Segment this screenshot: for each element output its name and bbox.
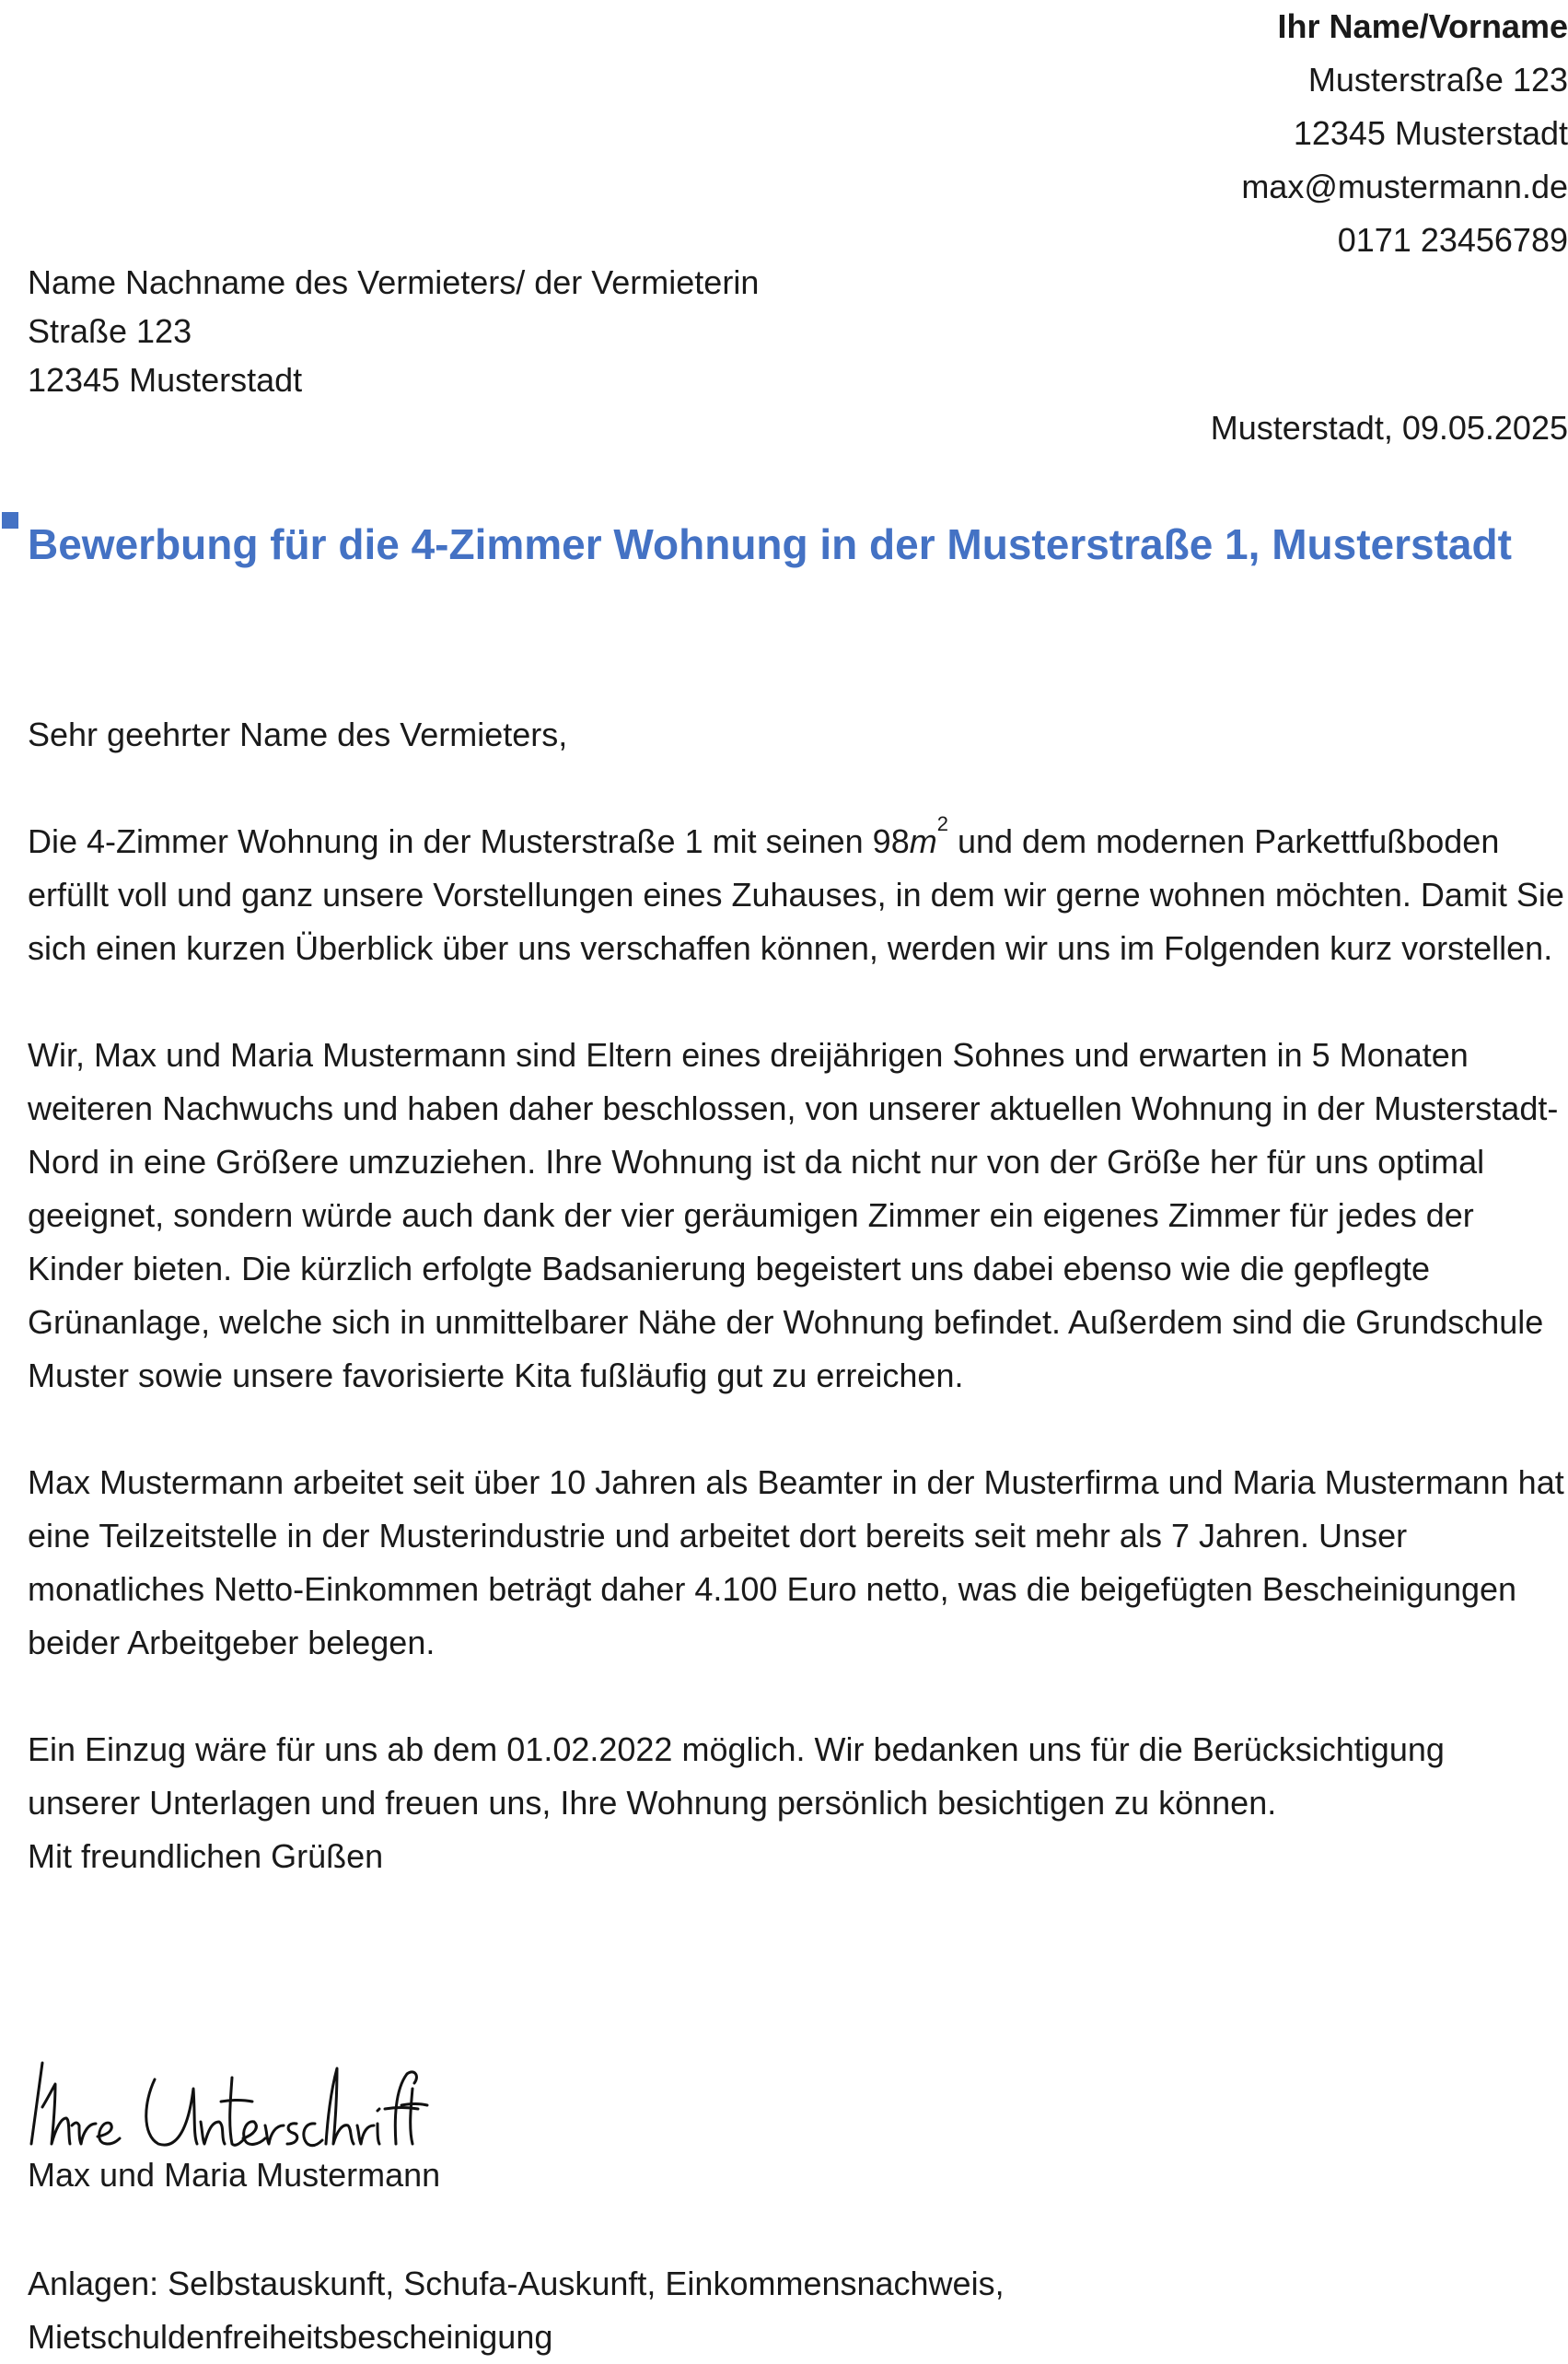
paragraph-apartment-intro: Die 4-Zimmer Wohnung in der Musterstraße 1 mit seinen 98 xyxy=(28,822,910,860)
paragraph-apartment-rest: und dem modernen Parkettfußboden erfüllt voll und ganz unsere Vorstellungen eines Zuhauses, in dem wir gerne wohnen möchten. Damit Sie sich einen kurzen Überblick über uns verschaffen können, werden wir uns im Folgenden kurz vorstellen. xyxy=(28,822,1564,967)
paragraph-income: Max Mustermann arbeitet seit über 10 Jahren als Beamter in der Musterfirma und Maria Mustermann hat eine Teilzeitstelle in der Musterindustrie und arbeitet dort bereits seit mehr als 7 Jahren. Unser monatliches Netto-Einkommen beträgt daher 4.100 Euro netto, was die beigefügten Bescheinigungen beider Arbeitgeber belegen. xyxy=(28,1463,1564,1661)
sender-email: max@mustermann.de xyxy=(1241,168,1568,205)
letter-subject: Bewerbung für die 4-Zimmer Wohnung in der Musterstraße 1, Musterstadt xyxy=(28,520,1512,568)
attachments-line-2: Mietschuldenfreiheitsbescheinigung xyxy=(28,2318,553,2356)
recipient-street: Straße 123 xyxy=(28,312,192,350)
salutation: Sehr geehrter Name des Vermieters, xyxy=(28,716,568,753)
sender-street: Musterstraße 123 xyxy=(1307,61,1568,99)
area-exponent: 2 xyxy=(936,812,948,835)
recipient-block xyxy=(28,258,759,404)
sender-block xyxy=(831,0,1568,267)
sender-city: 12345 Musterstadt xyxy=(1293,114,1568,152)
recipient-city: 12345 Musterstadt xyxy=(28,361,303,399)
sender-name: Ihr Name/Vorname xyxy=(1277,7,1568,45)
paragraph-move-in: Ein Einzug wäre für uns ab dem 01.02.2022 möglich. Wir bedanken uns für die Berücksichtigung unserer Unterlagen und freuen uns, Ihre Wohnung persönlich besichtigen zu können. xyxy=(28,1730,1445,1822)
sender-phone: 0171 23456789 xyxy=(1337,221,1568,259)
closing-phrase: Mit freundlichen Grüßen xyxy=(28,1837,384,1875)
heading-marker xyxy=(2,512,18,529)
paragraph-family: Wir, Max und Maria Mustermann sind Eltern eines dreijährigen Sohnes und erwarten in 5 Monaten weiteren Nachwuchs und haben daher beschlossen, von unserer aktuellen Wohnung in der Musterstadt-Nord in eine Größere umzuziehen. Ihre Wohnung ist da nicht nur von der Größe her für uns optimal geeignet, sondern würde auch dank der vier geräumigen Zimmer ein eigenes Zimmer für jedes der Kinder bieten. Die kürzlich erfolgte Badsanierung begeistert uns dabei ebenso wie die gepflegte Grünanlage, welche sich in unmittelbarer Nähe der Wohnung befindet. Außerdem sind die Grundschule Muster sowie unsere favorisierte Kita fußläufig gut zu erreichen. xyxy=(28,1036,1559,1394)
recipient-name: Name Nachname des Vermieters/ der Vermieterin xyxy=(28,263,760,301)
signer-name: Max und Maria Mustermann xyxy=(28,2156,441,2194)
area-unit: m xyxy=(909,822,937,860)
attachments xyxy=(28,2257,1501,2364)
handwritten-signature xyxy=(24,2052,429,2153)
letter-body xyxy=(28,708,1565,1883)
letter-date: Musterstadt, 09.05.2025 xyxy=(1210,409,1568,447)
attachments-line-1: Anlagen: Selbstauskunft, Schufa-Auskunft, Einkommensnachweis, xyxy=(28,2265,1005,2302)
paragraph-apartment xyxy=(28,812,1565,975)
